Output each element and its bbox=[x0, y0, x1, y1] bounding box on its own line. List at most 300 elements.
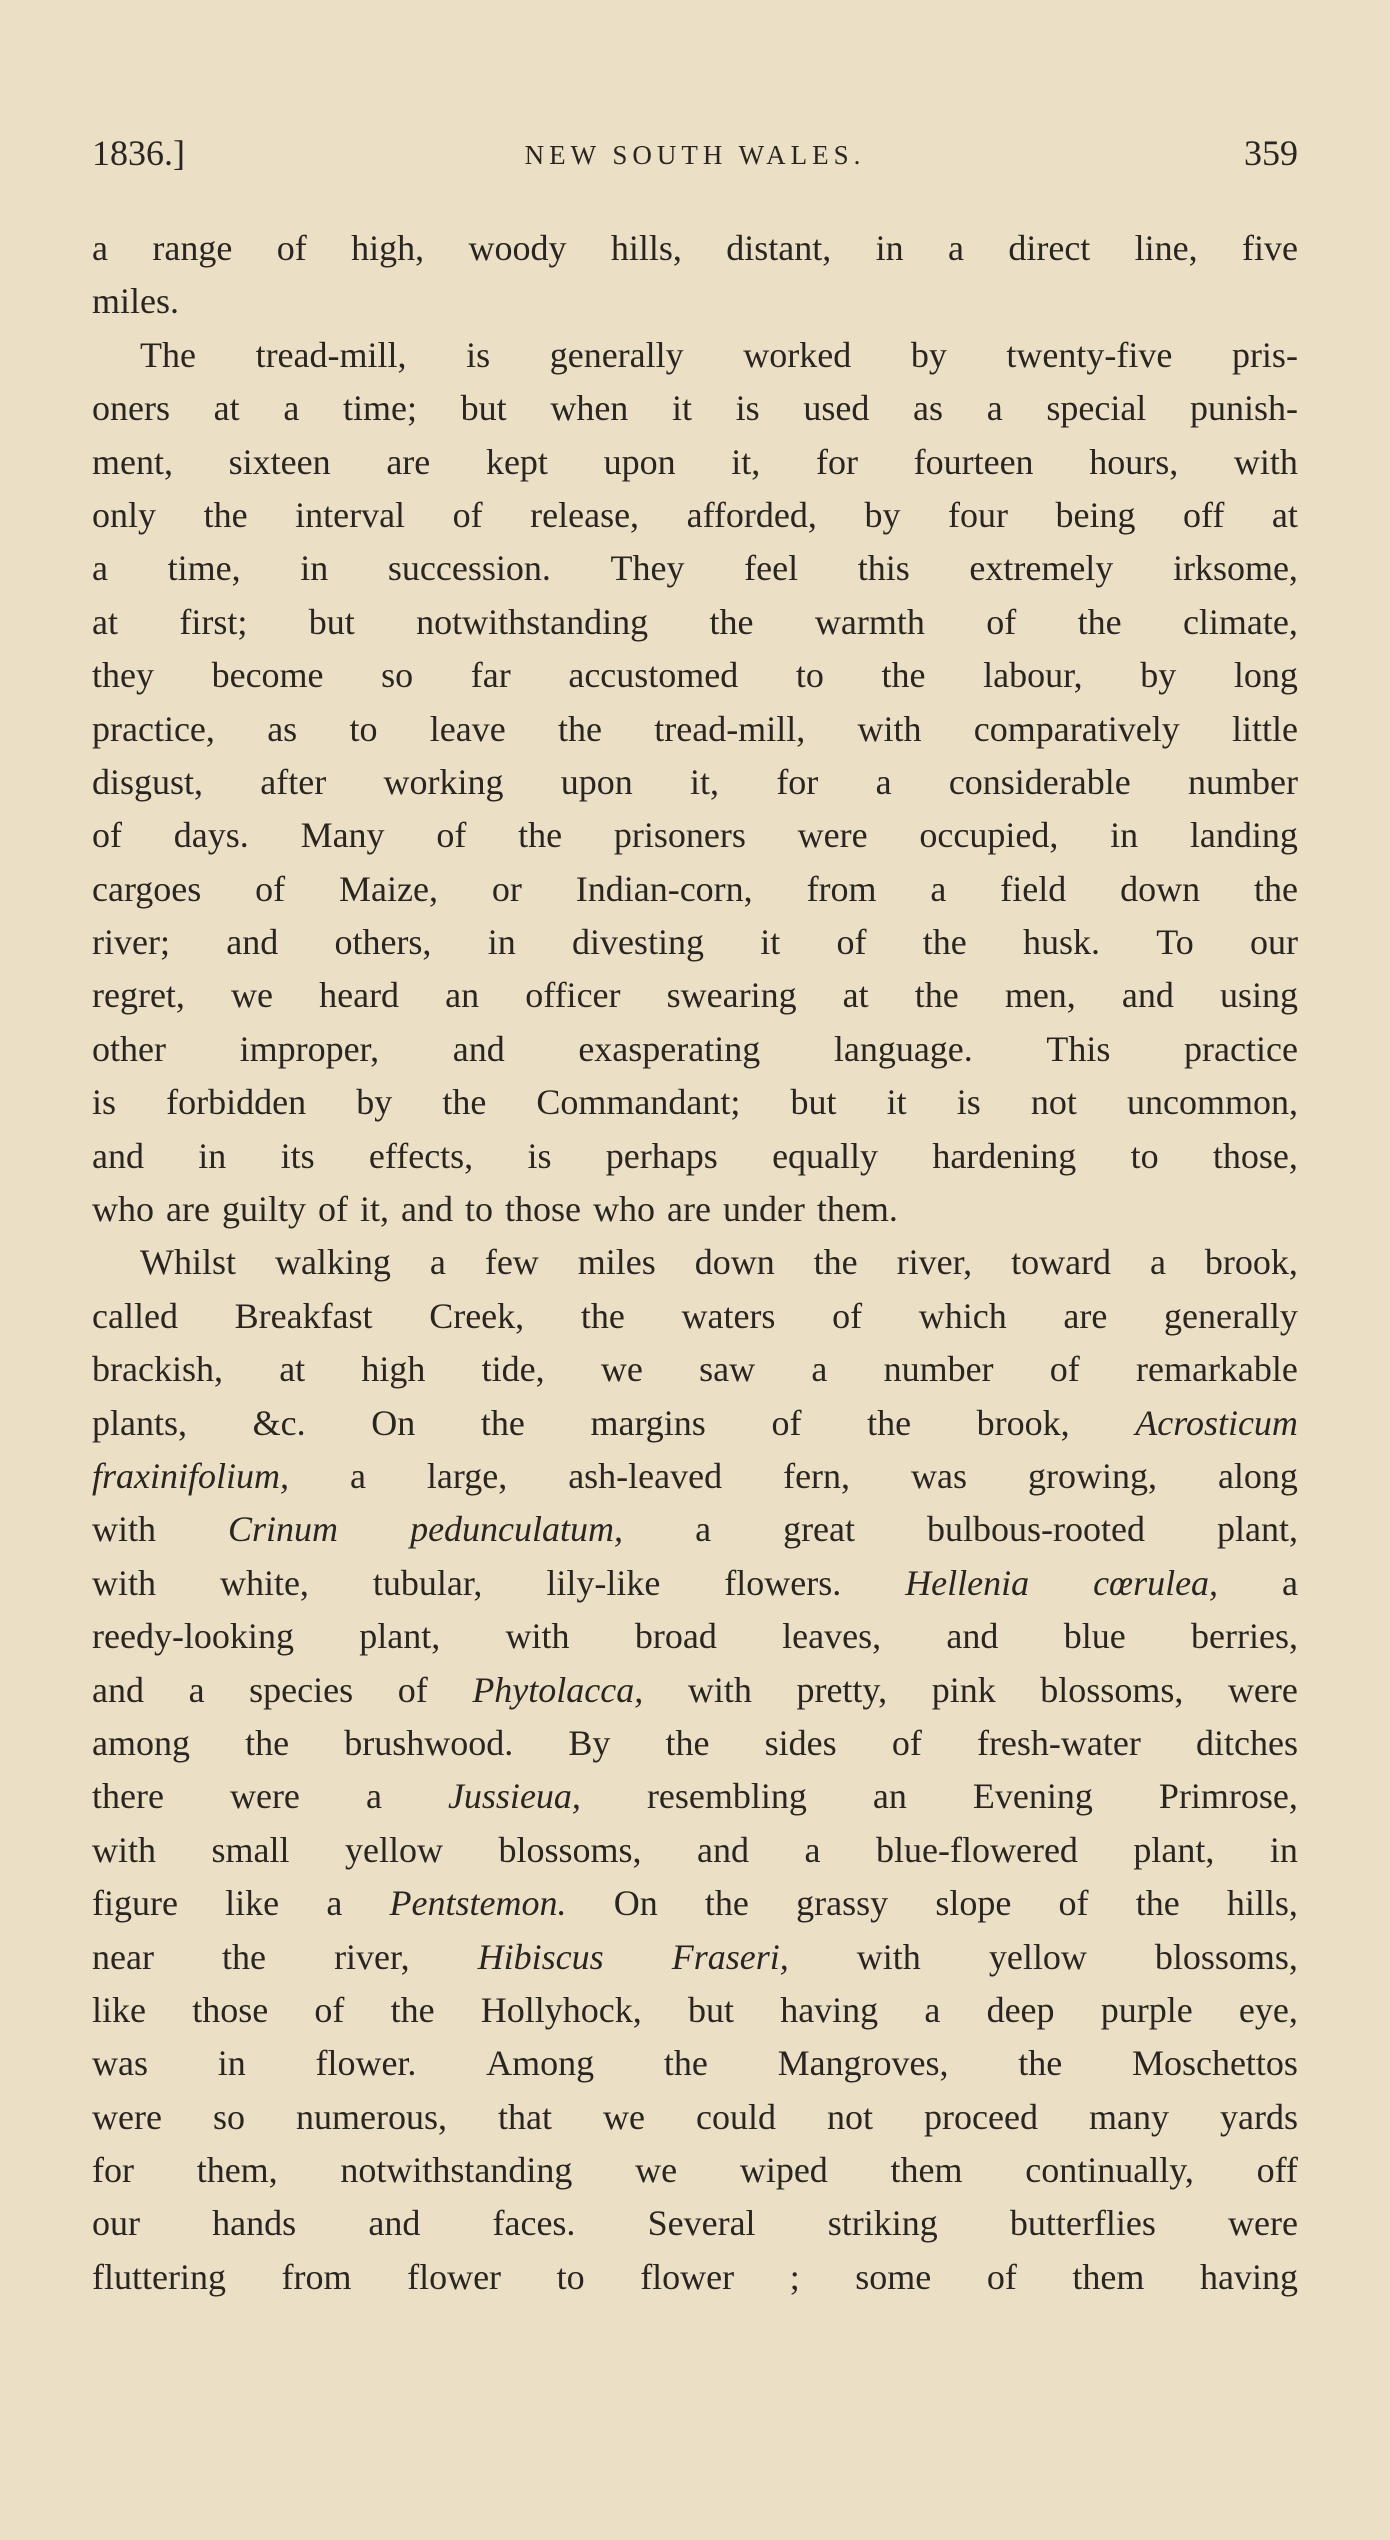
word: Phytolacca, bbox=[472, 1669, 644, 1710]
word: used bbox=[803, 388, 870, 429]
word: is bbox=[92, 1082, 117, 1123]
word: fluttering bbox=[92, 2256, 226, 2297]
word: and bbox=[92, 1135, 144, 1176]
word: river, bbox=[896, 1242, 973, 1283]
header-year: 1836.] bbox=[92, 133, 185, 173]
word: exasperating bbox=[578, 1028, 761, 1069]
word: small bbox=[211, 1829, 290, 1870]
word: called bbox=[92, 1295, 178, 1336]
word: were bbox=[1228, 2203, 1298, 2244]
word: Maize, bbox=[339, 868, 438, 909]
word: of bbox=[771, 1402, 802, 1443]
word: waters bbox=[681, 1295, 776, 1336]
word: Hibiscus bbox=[477, 1936, 604, 1977]
word: comparatively bbox=[973, 708, 1180, 749]
word: leave bbox=[429, 708, 506, 749]
word: the bbox=[203, 494, 248, 535]
word: of bbox=[314, 1989, 345, 2030]
word: pink bbox=[931, 1669, 996, 1710]
word: high bbox=[361, 1349, 426, 1390]
word: with bbox=[92, 1509, 157, 1550]
word: it, bbox=[731, 441, 761, 482]
text-line bbox=[92, 275, 1298, 328]
word: river; bbox=[92, 922, 170, 963]
word: Breakfast bbox=[234, 1295, 373, 1336]
word: so bbox=[212, 2096, 245, 2137]
text-line bbox=[92, 1183, 1298, 1236]
word: butterflies bbox=[1009, 2203, 1156, 2244]
text-line bbox=[92, 542, 1298, 595]
word: practice bbox=[1184, 1028, 1298, 1069]
text-line bbox=[92, 1450, 1298, 1503]
word: who bbox=[92, 1189, 154, 1230]
word: great bbox=[783, 1509, 856, 1550]
word: flower bbox=[407, 2256, 502, 2297]
word: accustomed bbox=[568, 655, 739, 696]
word: its bbox=[280, 1135, 315, 1176]
text-line bbox=[92, 1023, 1298, 1076]
word: miles bbox=[577, 1242, 656, 1283]
word: the bbox=[665, 1722, 710, 1763]
word: of bbox=[891, 1722, 922, 1763]
word: pedunculatum, bbox=[410, 1509, 624, 1550]
word: language. bbox=[833, 1028, 973, 1069]
word: of bbox=[452, 494, 483, 535]
word: hills, bbox=[1226, 1883, 1298, 1924]
word: of bbox=[317, 1189, 348, 1230]
word: the bbox=[480, 1402, 525, 1443]
word: ash-leaved bbox=[568, 1455, 723, 1496]
word: husk. bbox=[1022, 922, 1100, 963]
word: a bbox=[283, 388, 300, 429]
word: among bbox=[92, 1722, 190, 1763]
word: twenty-five bbox=[1006, 334, 1173, 375]
word: a bbox=[188, 1669, 205, 1710]
word: are bbox=[386, 441, 431, 482]
word: yellow bbox=[345, 1829, 443, 1870]
word: as bbox=[913, 388, 944, 429]
word: generally bbox=[549, 334, 684, 375]
word: margins bbox=[590, 1402, 706, 1443]
word: they bbox=[92, 655, 154, 696]
word: a bbox=[1282, 1562, 1298, 1603]
word: a bbox=[326, 1883, 343, 1924]
text-line bbox=[92, 916, 1298, 969]
text-line bbox=[92, 2197, 1298, 2250]
word: pretty, bbox=[796, 1669, 888, 1710]
word: were bbox=[797, 815, 868, 856]
word: Moschettos bbox=[1131, 2043, 1298, 2084]
text-line bbox=[92, 1610, 1298, 1663]
word: we bbox=[635, 2150, 678, 2191]
word: those bbox=[504, 1189, 581, 1230]
word: a bbox=[924, 1989, 941, 2030]
word: long bbox=[1233, 655, 1298, 696]
word: plant, bbox=[359, 1616, 441, 1657]
word: divesting bbox=[571, 922, 704, 963]
word: days. bbox=[173, 815, 249, 856]
word: occupied, bbox=[919, 815, 1059, 856]
word: of bbox=[1058, 1883, 1089, 1924]
word: tide, bbox=[481, 1349, 545, 1390]
word: resembling bbox=[646, 1776, 807, 1817]
word: with bbox=[92, 1829, 157, 1870]
word: irksome, bbox=[1172, 548, 1298, 589]
word: who bbox=[592, 1189, 655, 1230]
word: a bbox=[804, 1829, 821, 1870]
word: uncommon, bbox=[1127, 1082, 1298, 1123]
word: so bbox=[381, 655, 414, 696]
word: our bbox=[1249, 922, 1298, 963]
word: time; bbox=[342, 388, 417, 429]
word: of bbox=[832, 1295, 863, 1336]
text-line bbox=[92, 863, 1298, 916]
word: from bbox=[806, 868, 877, 909]
word: forbidden bbox=[166, 1082, 307, 1123]
word: deep bbox=[986, 1989, 1055, 2030]
word: heard bbox=[319, 975, 400, 1016]
word: but bbox=[687, 1989, 734, 2030]
word: with bbox=[92, 1562, 157, 1603]
word: toward bbox=[1011, 1242, 1112, 1283]
word: it bbox=[760, 922, 781, 963]
word: those, bbox=[1212, 1135, 1298, 1176]
word: along bbox=[1217, 1455, 1298, 1496]
word: for bbox=[776, 761, 819, 802]
word: blossoms, bbox=[1154, 1936, 1298, 1977]
word: a bbox=[1149, 1242, 1166, 1283]
word: Hollyhock, bbox=[480, 1989, 642, 2030]
text-line bbox=[92, 2251, 1298, 2304]
word: some bbox=[855, 2256, 932, 2297]
word: numerous, bbox=[296, 2096, 447, 2137]
text-line bbox=[92, 2037, 1298, 2090]
word: practice, bbox=[92, 708, 215, 749]
word: feel bbox=[744, 548, 799, 589]
word: like bbox=[225, 1883, 280, 1924]
word: Hellenia bbox=[905, 1562, 1030, 1603]
word: upon bbox=[560, 761, 633, 802]
word: men, bbox=[1004, 975, 1076, 1016]
text-line bbox=[92, 1236, 1298, 1289]
word: a bbox=[695, 1509, 712, 1550]
word: brushwood. bbox=[344, 1722, 514, 1763]
word: four bbox=[947, 494, 1008, 535]
word: hardening bbox=[932, 1135, 1077, 1176]
word: little bbox=[1231, 708, 1298, 749]
word: ment, bbox=[92, 441, 173, 482]
word: notwithstanding bbox=[416, 601, 649, 642]
text-line bbox=[92, 1717, 1298, 1770]
word: plants, bbox=[92, 1402, 187, 1443]
word: and bbox=[697, 1829, 750, 1870]
word: pris- bbox=[1231, 334, 1298, 375]
word: down bbox=[694, 1242, 775, 1283]
word: worked bbox=[743, 334, 852, 375]
text-line bbox=[92, 1130, 1298, 1183]
word: as bbox=[267, 708, 298, 749]
text-line bbox=[92, 1984, 1298, 2037]
text-line bbox=[92, 222, 1298, 275]
word: direct bbox=[1008, 228, 1091, 268]
word: regret, bbox=[92, 975, 185, 1016]
text-line bbox=[92, 1503, 1298, 1556]
word: at bbox=[92, 601, 118, 642]
word: time, bbox=[167, 548, 241, 589]
word: blossoms, bbox=[498, 1829, 642, 1870]
word: the bbox=[442, 1082, 487, 1123]
word: guilty bbox=[221, 1189, 306, 1230]
word: an bbox=[872, 1776, 907, 1817]
text-line bbox=[92, 756, 1298, 809]
word: figure bbox=[92, 1883, 178, 1924]
word: ; bbox=[789, 2256, 800, 2297]
word: a bbox=[349, 1455, 366, 1496]
running-title: NEW SOUTH WALES. bbox=[524, 140, 866, 170]
word: but bbox=[790, 1082, 837, 1123]
word: swearing bbox=[666, 975, 797, 1016]
word: tread-mill, bbox=[255, 334, 407, 375]
word: officer bbox=[525, 975, 621, 1016]
word: by bbox=[356, 1082, 393, 1123]
text-line bbox=[92, 1824, 1298, 1877]
word: which bbox=[918, 1295, 1007, 1336]
word: yellow bbox=[988, 1936, 1087, 1977]
text-line bbox=[92, 1290, 1298, 1343]
word: a bbox=[947, 228, 964, 268]
word: in bbox=[1110, 815, 1139, 856]
word: field bbox=[1000, 868, 1067, 909]
word: in bbox=[300, 548, 329, 589]
word: upon bbox=[603, 441, 676, 482]
word: hills, bbox=[610, 228, 682, 268]
word: tubular, bbox=[372, 1562, 483, 1603]
word: broad bbox=[634, 1616, 717, 1657]
word: the bbox=[813, 1242, 858, 1283]
text-line bbox=[92, 1076, 1298, 1129]
word: On bbox=[371, 1402, 416, 1443]
word: distant, bbox=[726, 228, 832, 268]
word: blossoms, bbox=[1040, 1669, 1184, 1710]
word: considerable bbox=[948, 761, 1131, 802]
word: under bbox=[722, 1189, 805, 1230]
word: it bbox=[671, 388, 692, 429]
word: first; bbox=[179, 601, 248, 642]
word: disgust, bbox=[92, 761, 204, 802]
word: the bbox=[881, 655, 926, 696]
word: fern, bbox=[783, 1455, 851, 1496]
word: few bbox=[484, 1242, 539, 1283]
word: there bbox=[92, 1776, 164, 1817]
word: purple bbox=[1100, 1989, 1193, 2030]
word: of bbox=[436, 815, 467, 856]
word: to bbox=[1130, 1135, 1159, 1176]
word: Several bbox=[647, 2203, 756, 2244]
page-number: 359 bbox=[1244, 133, 1298, 173]
word: cargoes bbox=[92, 868, 202, 909]
word: range bbox=[152, 228, 233, 268]
word: and bbox=[92, 1669, 144, 1710]
word: other bbox=[92, 1028, 166, 1069]
word: a bbox=[930, 868, 947, 909]
word: release, bbox=[530, 494, 640, 535]
word: lily-like bbox=[546, 1562, 661, 1603]
word: the bbox=[1135, 1883, 1180, 1924]
word: perhaps bbox=[605, 1135, 718, 1176]
word: saw bbox=[699, 1349, 756, 1390]
word: Crinum bbox=[228, 1509, 339, 1550]
text-line bbox=[92, 703, 1298, 756]
word: off bbox=[1256, 2150, 1298, 2191]
word: it, bbox=[359, 1189, 389, 1230]
word: to bbox=[795, 655, 824, 696]
word: the bbox=[518, 815, 563, 856]
word: the bbox=[390, 1989, 435, 2030]
word: is bbox=[527, 1135, 552, 1176]
word: to bbox=[349, 708, 378, 749]
word: having bbox=[1199, 2256, 1298, 2297]
word: succession. bbox=[387, 548, 551, 589]
word: our bbox=[92, 2203, 140, 2244]
word: with bbox=[505, 1616, 570, 1657]
word: an bbox=[445, 975, 480, 1016]
word: Evening bbox=[972, 1776, 1093, 1817]
word: the bbox=[222, 1936, 266, 1977]
word: Jussieua, bbox=[447, 1776, 581, 1817]
word: faces. bbox=[492, 2203, 576, 2244]
word: species bbox=[249, 1669, 354, 1710]
word: it, bbox=[690, 761, 720, 802]
word: of bbox=[1049, 1349, 1080, 1390]
word: from bbox=[281, 2256, 352, 2297]
word: prisoners bbox=[613, 815, 746, 856]
word: and bbox=[946, 1616, 999, 1657]
word: for bbox=[92, 2150, 134, 2191]
word: at bbox=[213, 388, 240, 429]
word: could bbox=[696, 2096, 776, 2137]
word: being bbox=[1055, 494, 1136, 535]
word: not bbox=[1030, 1082, 1077, 1123]
page-header bbox=[92, 128, 1298, 178]
text-line bbox=[92, 382, 1298, 435]
word: Indian-corn, bbox=[575, 868, 753, 909]
word: remarkable bbox=[1136, 1349, 1298, 1390]
word: sides bbox=[764, 1722, 837, 1763]
word: are bbox=[166, 1189, 210, 1230]
word: to bbox=[556, 2256, 585, 2297]
word: effects, bbox=[368, 1135, 474, 1176]
word: Pentstemon. bbox=[389, 1883, 567, 1924]
word: the bbox=[709, 601, 754, 642]
word: of bbox=[986, 601, 1017, 642]
word: the bbox=[245, 1722, 290, 1763]
word: This bbox=[1046, 1028, 1111, 1069]
word: number bbox=[1188, 761, 1298, 802]
word: a bbox=[429, 1242, 446, 1283]
word: of bbox=[986, 2256, 1017, 2297]
word: is bbox=[735, 388, 760, 429]
word: down bbox=[1120, 868, 1201, 909]
word: others, bbox=[334, 922, 432, 963]
word: of bbox=[255, 868, 286, 909]
word: The bbox=[140, 334, 196, 375]
text-line bbox=[92, 2144, 1298, 2197]
word: and bbox=[368, 2203, 421, 2244]
word: Among bbox=[486, 2043, 595, 2084]
word: to bbox=[464, 1189, 493, 1230]
word: hours, bbox=[1089, 441, 1179, 482]
word: special bbox=[1046, 388, 1147, 429]
word: plant, bbox=[1133, 1829, 1215, 1870]
word: On bbox=[613, 1883, 658, 1924]
word: were bbox=[229, 1776, 300, 1817]
word: interval bbox=[295, 494, 406, 535]
word: at bbox=[1271, 494, 1298, 535]
word: Acrosticum bbox=[1135, 1402, 1298, 1443]
word: grassy bbox=[796, 1883, 889, 1924]
word: brackish, bbox=[92, 1349, 223, 1390]
word: the bbox=[557, 708, 602, 749]
word: with bbox=[687, 1669, 752, 1710]
word: the bbox=[1018, 2043, 1063, 2084]
word: of bbox=[276, 228, 307, 268]
word: cœrulea, bbox=[1093, 1562, 1219, 1603]
word: in bbox=[487, 922, 516, 963]
word: improper, bbox=[239, 1028, 380, 1069]
text-line bbox=[92, 649, 1298, 702]
word: with bbox=[856, 1936, 921, 1977]
word: like bbox=[92, 1989, 146, 2030]
word: river, bbox=[334, 1936, 410, 1977]
word: them. bbox=[816, 1189, 898, 1230]
word: They bbox=[610, 548, 685, 589]
word: blue-flowered bbox=[876, 1829, 1078, 1870]
word: high, bbox=[351, 228, 425, 268]
word: a bbox=[365, 1776, 382, 1817]
word: leaves, bbox=[782, 1616, 882, 1657]
word: To bbox=[1156, 922, 1194, 963]
word: warmth bbox=[814, 601, 925, 642]
word: and bbox=[226, 922, 279, 963]
word: the bbox=[1077, 601, 1122, 642]
word: fresh-water bbox=[976, 1722, 1141, 1763]
word: labour, bbox=[983, 655, 1083, 696]
word: and bbox=[400, 1189, 453, 1230]
word: with bbox=[1233, 441, 1298, 482]
word: we bbox=[231, 975, 274, 1016]
text-line bbox=[92, 2091, 1298, 2144]
body-text bbox=[92, 222, 1298, 2304]
word: the bbox=[914, 975, 959, 1016]
word: continually, bbox=[1025, 2150, 1194, 2191]
word: a bbox=[875, 761, 892, 802]
text-line bbox=[92, 969, 1298, 1022]
text-line bbox=[92, 1343, 1298, 1396]
word: were bbox=[92, 2096, 162, 2137]
word: sixteen bbox=[228, 441, 331, 482]
word: but bbox=[308, 601, 355, 642]
word: by bbox=[1140, 655, 1177, 696]
word: and bbox=[452, 1028, 505, 1069]
word: was bbox=[92, 2043, 148, 2084]
word: equally bbox=[772, 1135, 879, 1176]
word: flowers. bbox=[724, 1562, 842, 1603]
word: growing, bbox=[1027, 1455, 1157, 1496]
word: are bbox=[1063, 1295, 1108, 1336]
word: striking bbox=[827, 2203, 938, 2244]
word: fraxinifolium, bbox=[92, 1455, 289, 1496]
word: Fraseri, bbox=[671, 1936, 789, 1977]
